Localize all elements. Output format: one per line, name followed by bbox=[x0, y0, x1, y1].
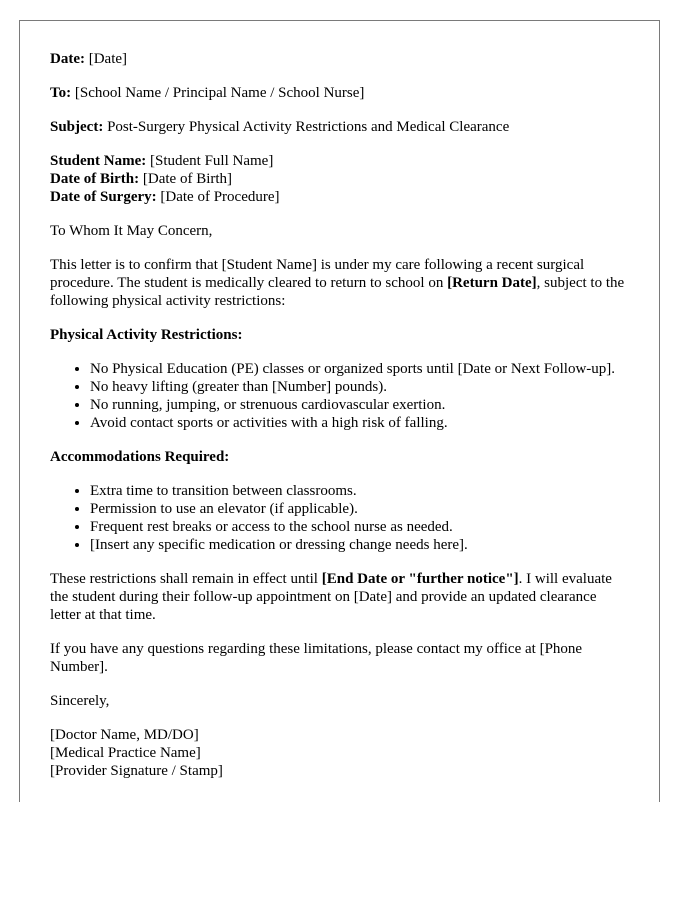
surgery-date-line bbox=[50, 188, 630, 206]
student-info bbox=[50, 152, 630, 206]
student-name-value: [Student Full Name] bbox=[150, 153, 274, 169]
closing: Sincerely, bbox=[50, 693, 110, 709]
dob-label: Date of Birth: bbox=[50, 171, 140, 187]
dob-line bbox=[50, 170, 630, 188]
surgery-date-value: [Date of Procedure] bbox=[160, 189, 280, 205]
surgery-date-label: Date of Surgery: bbox=[50, 189, 157, 205]
signature-stamp: [Provider Signature / Stamp] bbox=[50, 763, 223, 779]
to-value: [School Name / Principal Name / School Nurse] bbox=[74, 85, 365, 101]
letter-content bbox=[50, 50, 630, 796]
to-label: To: bbox=[50, 85, 72, 101]
doctor-name: [Doctor Name, MD/DO] bbox=[50, 727, 199, 743]
list-item: • [Insert any specific medication or dressing change needs here]. bbox=[90, 536, 630, 554]
list-item: • Extra time to transition between classrooms. bbox=[90, 482, 630, 500]
list-item: • No running, jumping, or strenuous cardiovascular exertion. bbox=[90, 396, 630, 414]
subject-label: Subject: bbox=[50, 119, 104, 135]
subject-value: Post-Surgery Physical Activity Restrictions and Medical Clearance bbox=[107, 119, 510, 135]
practice-name: [Medical Practice Name] bbox=[50, 745, 201, 761]
restrictions-list bbox=[50, 360, 630, 432]
subject-line bbox=[50, 118, 630, 136]
intro-text-start: This letter is to confirm that [Student Name] is under my care following a recent surgical procedure. The student is medically cleared to return to school on bbox=[50, 257, 585, 291]
effect-paragraph bbox=[50, 570, 630, 624]
effect-text-start: These restrictions shall remain in effect until bbox=[50, 571, 322, 587]
list-item: • Permission to use an elevator (if applicable). bbox=[90, 500, 630, 518]
return-date: [Return Date] bbox=[447, 275, 537, 291]
list-item: • Avoid contact sports or activities with a high risk of falling. bbox=[90, 414, 630, 432]
contact-paragraph: If you have any questions regarding these limitations, please contact my office at [Phone Number]. bbox=[50, 641, 583, 675]
salutation: To Whom It May Concern, bbox=[50, 223, 213, 239]
letter-page bbox=[19, 20, 660, 802]
date-value: [Date] bbox=[88, 51, 128, 67]
intro-text-end: , subject to the following physical activity restrictions: bbox=[50, 275, 625, 309]
list-item: • Frequent rest breaks or access to the school nurse as needed. bbox=[90, 518, 630, 536]
end-date: [End Date or "further notice"] bbox=[321, 571, 519, 587]
effect-text-end: . I will evaluate the student during their follow-up appointment on [Date] and provide an updated clearance letter at that time. bbox=[50, 571, 612, 623]
to-line bbox=[50, 84, 630, 102]
accommodations-heading: Accommodations Required: bbox=[50, 449, 230, 465]
dob-value: [Date of Birth] bbox=[142, 171, 233, 187]
date-line bbox=[50, 50, 630, 68]
signature-block bbox=[50, 726, 630, 780]
list-item: • No heavy lifting (greater than [Number] pounds). bbox=[90, 378, 630, 396]
intro-paragraph bbox=[50, 256, 630, 310]
restrictions-heading: Physical Activity Restrictions: bbox=[50, 327, 243, 343]
date-label: Date: bbox=[50, 51, 85, 67]
accommodations-list bbox=[50, 482, 630, 554]
student-name-line bbox=[50, 152, 630, 170]
student-name-label: Student Name: bbox=[50, 153, 147, 169]
list-item: • No Physical Education (PE) classes or organized sports until [Date or Next Follow-up]. bbox=[90, 360, 630, 378]
